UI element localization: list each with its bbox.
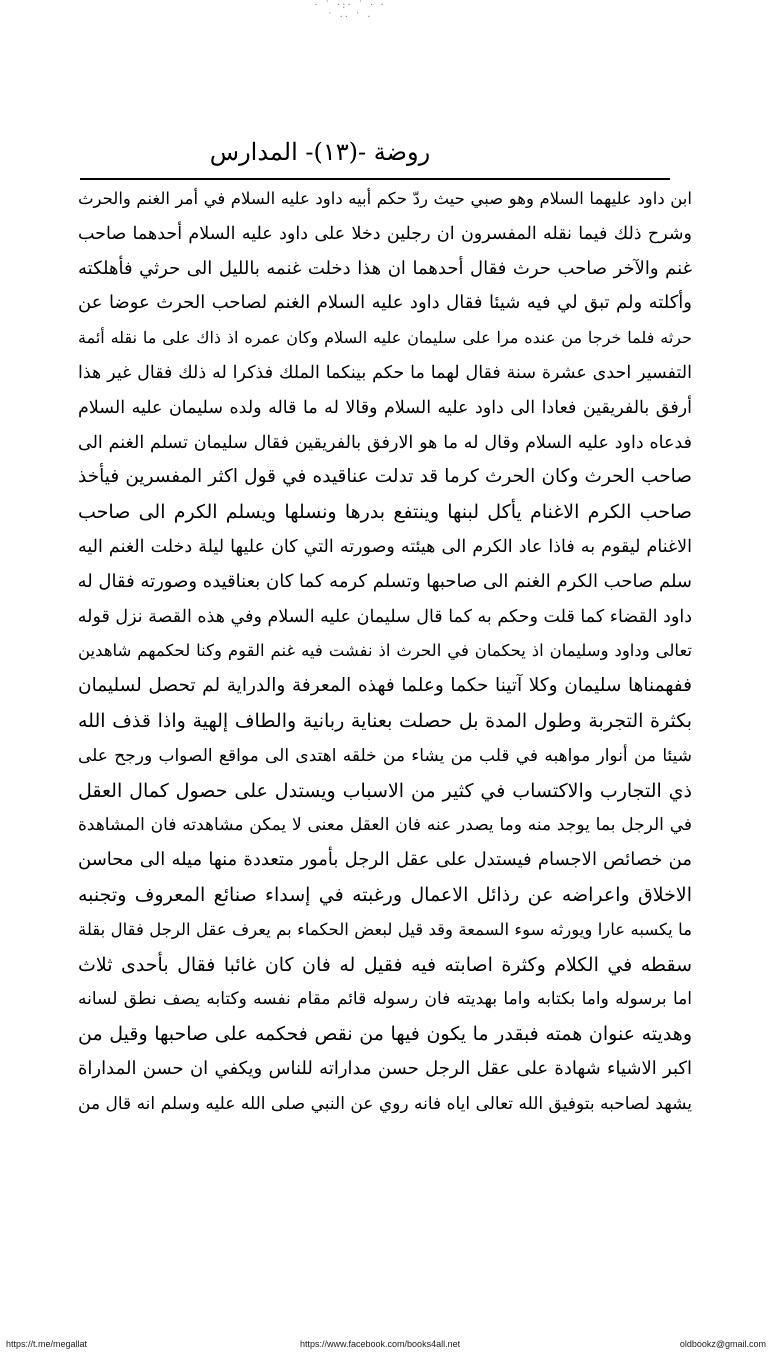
text-line: فدعاه داود عليه السلام وقال له ما هو الارفق بالفريقين فقال سليمان تسلم الغنم الى <box>78 432 692 453</box>
text-line: اما برسوله واما بكتابه واما بهديته فان رسوله قائم مقام نفسه وكتابه يصف نطق لسانه <box>78 989 692 1010</box>
text-line: التفسير احدى عشرة سنة فقال لهما ما حكم بينكما الملك فذكرا له ذلك فقال غير هذا <box>78 362 692 383</box>
text-line: غنم والآخر صاحب حرث فقال أحدهما ان هذا دخلت غنمه بالليل الى حرثي فأهلكته <box>78 257 692 279</box>
page-title: روضة -(١٣)- المدارس <box>209 138 431 166</box>
text-line: وشرح ذلك فيما نقله المفسرون ان رجلين دخلا على داود عليه السلام أحدهما صاحب <box>78 223 692 244</box>
text-line: يشهد لصاحبه بتوفيق الله تعالى اياه فانه روي عن النبي صلى الله عليه وسلم انه قال من <box>78 1093 692 1114</box>
text-line: ابن داود عليهما السلام وهو صبي حيث ردّ حكم أبيه داود عليه السلام في أمر الغنم والحرث <box>78 189 692 208</box>
body-text <box>78 182 692 1122</box>
text-line: اكبر الاشياء شهادة على عقل الرجل حسن مداراته للناس ويكفي ان حسن المداراة <box>78 1057 692 1079</box>
text-line: ما يكسبه عارا ويورثه سوء السمعة وقد قيل لبعض الحكماء بم يعرف عقل الرجل فقال بقلة <box>78 919 692 939</box>
text-line: من خصائص الاجسام فيستدل على عقل الرجل بأمور متعددة منها ميله الى محاسن <box>78 849 692 871</box>
text-line: ففهمناها سليمان وكلا آتينا حكما وعلما فهذه المعرفة والدراية لم تحصل لسليمان <box>78 675 692 697</box>
text-line: ذي التجارب والاكتساب في كثير من الاسباب ويستدل على حصول كمال العقل <box>78 779 692 802</box>
footer-facebook-link[interactable]: https://www.facebook.com/books4all.net <box>300 1339 461 1349</box>
text-line: في الرجل بما يوجد منه وما يصدر عنه فان العقل معنى لا يمكن مشاهدته فان المشاهدة <box>78 815 692 836</box>
scan-speckle-marks: · ˙ ·:· ˙ · · ˙ ·· ˙ · <box>314 0 386 23</box>
text-line: داود القضاء كما قلت وحكم به كما قال سليمان عليه السلام وفي هذه القصة نزل قوله <box>78 606 692 627</box>
text-line: حرثه فلما خرجا من عنده مرا على سليمان عليه السلام وكان عمره اذ ذاك على ما نقله أئمة <box>78 328 692 348</box>
header-divider <box>80 178 670 180</box>
text-line: الاخلاق واعراضه عن رذائل الاعمال ورغبته في إسداء صنائع المعروف وتجنبه <box>78 883 692 906</box>
page-header <box>100 130 540 174</box>
footer-email-link[interactable]: oldbookz@gmail.com <box>679 1339 766 1349</box>
text-line: صاحب الحرث وكان الحرث كرما قد تدلت عناقيده في قول اكثر المفسرين فيأخذ <box>78 466 692 488</box>
text-line: وهديته عنوان همته فبقدر ما يكون فيها من نقص فحكمه على صاحبها وقيل من <box>78 1023 692 1046</box>
text-line: تعالى وداود وسليمان اذ يحكمان في الحرث اذ نفشت فيه غنم القوم وكنا لحكمهم شاهدين <box>78 641 692 661</box>
text-line: صاحب الكرم الاغنام يأكل لبنها وينتفع بدرها ونسلها ويسلم الكرم الى صاحب <box>78 501 692 524</box>
text-line: شيئا من أنوار مواهبه في قلب من يشاء من خلقه اهتدى الى مواقع الصواب ورجح على <box>78 745 692 766</box>
text-line: سقطه في الكلام وكثرة اصابته فيه فقيل له فان كان غائبا فقال بأحدى ثلاث <box>78 953 692 976</box>
text-line: الاغنام ليقوم به فاذا عاد الكرم الى هيئته وصورته التي كان عليها ليلة دخلت الغنم اليه <box>78 536 692 557</box>
text-line: وأكلته ولم تبق لي فيه شيئا فقال داود عليه السلام الغنم لصاحب الحرث عوضا عن <box>78 292 692 314</box>
text-line: أرفق بالفريقين فعادا الى داود عليه السلام وقالا له ما قاله ولده سليمان عليه السلام <box>78 397 692 418</box>
text-line: بكثرة التجربة وطول المدة بل حصلت بعناية ربانية والطاف إلهية واذا قذف الله <box>78 709 692 732</box>
footer-telegram-link[interactable]: https://t.me/megallat <box>6 1339 88 1349</box>
page-footer <box>0 1334 772 1354</box>
text-line: سلم صاحب الكرم الغنم الى صاحبها وتسلم كرمه كما كان بعناقيده وصورته فقال له <box>78 570 692 592</box>
